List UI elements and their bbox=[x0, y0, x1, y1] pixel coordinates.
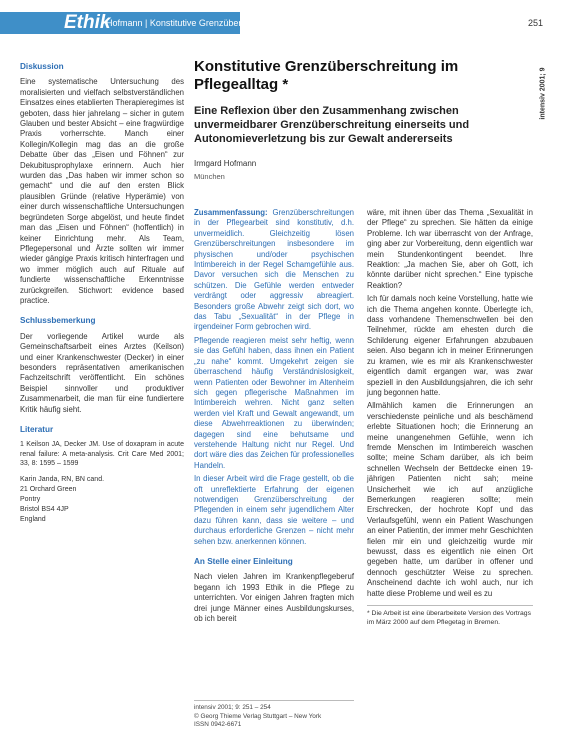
left-column bbox=[20, 62, 184, 525]
address-line: Pontry bbox=[20, 495, 41, 503]
section-label: Ethik bbox=[64, 12, 111, 33]
address-line: Karin Janda, RN, BN cand. bbox=[20, 475, 105, 483]
discussion-heading: Diskussion bbox=[20, 62, 64, 71]
article-city: München bbox=[194, 172, 225, 181]
intro-text: Nach vielen Jahren im Krankenpflegeberuf begann ich 1993 Ethik in die Pflege zu unterrichten. Vor einigen Jahren fragten mich drei junge Männer eines Ausbildungskurses, ob ich bereit bbox=[194, 572, 354, 624]
body-paragraph: wäre, mit ihnen über das Thema „Sexualität in der Pflege“ zu sprechen. Sie hätten da einige Probleme. Ich war überrascht von der Anfrage, ging aber zur Vorbereitung, denn eigentlich war mein Stundenkontingent beendet. Ihre Reaktion: „Ja machen Sie, aber oh Gott, ich könnte darüber nicht sprechen.“ Eine typische Reaktion? bbox=[367, 208, 533, 290]
summary-text-2: Pflegende reagieren meist sehr heftig, wenn sie das Gefühl haben, dass ihnen ein Patient „zu nahe“ kommt. Umgekehrt zeigen sie überraschend häufig Verständnislosigkeit, wenn Patienten oder Bewohner im Altenheim sich gegen pflegerische Maßnahmen im Intimbereich wehren. Nicht ganz selten werden viel Kraft und Gewalt angewandt, um diese Abwehrreaktionen zu überwinden; dagegen sind eine behutsame und verstehende Haltung nicht nur Regel. Und dort wäre dies das Zeichen für professionelles Handeln. bbox=[194, 335, 354, 470]
article-subtitle: Eine Reflexion über den Zusammenhang zwischen unvermeidbarer Grenzüberschreitung einerseits und Autonomieverletzung bis zur Gewalt andererseits bbox=[194, 105, 470, 145]
summary-label: Zusammenfassung: bbox=[194, 208, 268, 217]
discussion-text: Eine systematische Untersuchung des moralisierten und vielfach selbstverständlichen Einsatzes eines etablierten Therapieregimes ist geboten, dass hier jahrelang – sicher in gutem Glauben und bester Absicht – eine fragwürdige Praxis vorherrschte. Manch einer Kollegin/Kollegin mag das an die große Debatte über das „Eisen und Föhnen“ zur Dekubitusprophylaxe erinnern. Auch hier wurden das „Das haben wir immer schon so gemacht“ und die auf den ersten Blick plausiblen Gründe (relative Hyperämie) von einer durch wissenschaftliche Untersuchungen begründeten Sorge abgelöst, und heute findet man das „Eisen und Föhnen“ (hoffentlich) in keiner Einrichtung mehr. Als Team, Pflegepersonal und Ärzte sollten wir immer wieder gängige Praxis kritisch hinterfragen und wo immer möglich auch auf Rituale auf fundierte wissenschaftliche Erkenntnisse zurückgreifen. Stichwort: evidence based practice. bbox=[20, 77, 184, 305]
running-title: Hofmann | Konstitutive Grenzüberschreitung im Pflegealltag bbox=[106, 18, 345, 28]
address-line: Bristol BS4 4JP bbox=[20, 505, 69, 513]
summary-text: Grenzüberschreitungen in der Pflegearbeit sind konstitutiv, d.h. unvermeidlich. Gleichzeitig lösen Grenzüberschreitungen insbesondere im physischen und/oder psychischen Intimbereich in der Regel Schamgefühle aus. Davor versuchen sich die Menschen zu schützen. Die Gefühle werden entweder verdrängt oder aggressiv abreagiert. Besonders große Abwehr zeigt sich dort, wo das Tabu „Sexualität“ in der Pflege in irgendeiner Form gebrochen wird. bbox=[194, 208, 354, 332]
footnote: * Die Arbeit ist eine überarbeitete Version des Vortrags im März 2000 auf dem Pflegetag in Bremen. bbox=[367, 605, 533, 627]
publication-line: © Georg Thieme Verlag Stuttgart – New York bbox=[194, 712, 322, 720]
right-column bbox=[367, 208, 533, 627]
body-paragraph: Ich für damals noch keine Vorstellung, hatte wie ich die Thema angehen konnte. Überlegte ich, dass vorhandene Themenschwellen bei den Teilnehmer, rückte am ehesten durch die Schilderung eigener Erfahrungen abzubauen seien. Also begann ich in meiner Erinnerungen zu kramen, wie es mir als Krankenschwester eigentlich damit ergangen war, was zwar speziell in den Ausbildungsjahren, die ich sehr jung begonnen hatte. bbox=[367, 294, 533, 397]
author-address bbox=[20, 475, 184, 525]
address-line: England bbox=[20, 515, 46, 523]
journal-vertical-label bbox=[531, 60, 553, 140]
summary-paragraph bbox=[194, 208, 354, 333]
article-title: Konstitutive Grenzüberschreitung im Pflegealltag * bbox=[194, 58, 459, 93]
summary-text-3: In dieser Arbeit wird die Frage gestellt, ob die oft unreflektierte Erfahrung der eigenen notwendigen Grenzüberschreitung der Pflegenden in einem sehr jugendlichem Alter dazu führen kann, dass sie weitere – und durchaus erforderliche Grenzen – nicht mehr sehen bzw. anerkennen können. bbox=[194, 474, 354, 546]
publication-note bbox=[194, 700, 354, 730]
literature-heading: Literatur bbox=[20, 425, 54, 434]
page-number: 251 bbox=[528, 18, 544, 28]
publication-line: ISSN 0942-6671 bbox=[194, 721, 242, 728]
reference-item: 1 Keilson JA, Decker JM. Use of doxapram in acute renal failure: A meta-analysis. Crit Care Med 2001; 33, 8: 1595 – 1599 bbox=[20, 441, 184, 468]
publication-line: intensiv 2001; 9: 251 – 254 bbox=[194, 704, 271, 711]
body-paragraph: Allmählich kamen die Erinnerungen an verschiedenste peinliche und als beschämend erlebte Situationen hoch; die Erinnerung an meine unangenehmen Gefühle, wenn ich fremde Menschen im Intimbereich waschen sollte; meine Scham darüber, als ich beim schnellen Wechseln der Bettdecke einen 19-jährigen Patienten nicht sah; meine Unsicherheit wie ich auf anzügliche Bemerkungen reagieren sollte; mein Erschrecken, der hochrote Kopf und das Verlaufsgefühl, wenn ein Patient Waschungen an einer Patientin, der immer mehr Geschichten fielen mir ein und gleichzeitig wurde mir bewusst, dass es eigentlich nie einen Ort gegeben hatte, um darüber in offener und dennoch geschützter Weise zu sprechen. Anscheinend dachte ich wohl auch, nur ich hatte diese Probleme und weil es zu bbox=[367, 401, 533, 598]
closing-heading: Schlussbemerkung bbox=[20, 316, 96, 326]
address-line: 21 Orchard Green bbox=[20, 485, 77, 493]
closing-text: Der vorliegende Artikel wurde als Gemeinschaftsarbeit eines Arztes (Keilson) und einer Krankenschwester (Decker) in einer besonders repräsentativen amerikanischen Fachzeitschrift veröffentlicht. Ein schönes Beispiel sinnvoller und produktiver Zusammenarbeit, die man für eine fundiertere Kritik häufig sieht. bbox=[20, 331, 184, 414]
page-header bbox=[0, 0, 565, 44]
intro-heading: An Stelle einer Einleitung bbox=[194, 557, 293, 566]
article-author: Irmgard Hofmann bbox=[194, 159, 257, 168]
journal-vertical-text: intensiv 2001; 9 bbox=[539, 67, 547, 120]
middle-column bbox=[194, 208, 354, 627]
